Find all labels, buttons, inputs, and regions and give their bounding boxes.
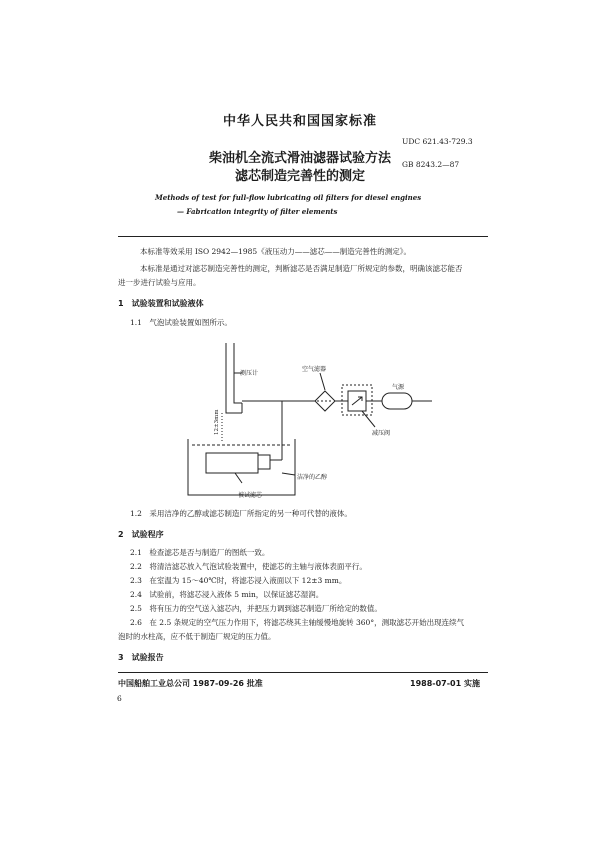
air-filter-label: 空气滤器 [302,366,327,373]
clean-ethanol-label: 洁净的乙醇 [297,474,328,481]
header-rule [118,236,488,237]
item-1-2: 1.2 采用洁净的乙醇或滤芯制造厂所指定的另一种可代替的液体。 [130,509,352,518]
udc-code: UDC 621.43-729.3 [402,137,473,146]
gb-number: GB 8243.2—87 [402,160,460,169]
item-2-3: 2.3 在室温为 15～40℃时，将滤芯浸入液面以下 12±3 mm。 [130,576,347,585]
air-source-label: 气源 [392,384,405,391]
org-title: 中华人民共和国国家标准 [222,114,377,129]
item-2-5: 2.5 将有压力的空气送入滤芯内，并把压力调到滤芯制造厂所给定的数值。 [130,604,382,613]
item-2-6-line1: 2.6 在 2.5 条规定的空气压力作用下，将滤芯绕其主轴缓慢地旋转 360°，测取滤芯开始出现连续气 [130,618,465,627]
bubble-test-apparatus-diagram [170,335,440,510]
english-title-line2: — Fabrication integrity of filter elements [177,207,338,216]
manometer-label: 测压计 [240,370,259,377]
section-2-heading: 2 试验程序 [118,530,164,539]
item-2-2: 2.2 将清洁滤芯放入气泡试验装置中，使滤芯的主轴与液体表面平行。 [130,562,367,571]
page-number: 6 [117,694,122,703]
item-2-6-line2: 泡时的水柱高，应不低于制造厂规定的压力值。 [118,632,276,641]
item-1-1: 1.1 气泡试验装置如图所示。 [130,318,232,327]
english-title-line1: Methods of test for full-flow lubricating oil filters for diesel engines [155,193,422,202]
section-3-heading: 3 试验报告 [118,653,164,662]
intro-paragraph-1: 本标准等效采用 ISO 2942—1985《液压动力——滤芯——制造完善性的测定》。 [140,247,411,256]
section-1-heading: 1 试验装置和试验液体 [118,299,204,308]
doc-title-line1: 柴油机全流式滑油滤器试验方法 [208,151,391,166]
item-2-1: 2.1 检查滤芯是否与制造厂的图纸一致。 [130,548,270,557]
reducer-label: 减压阀 [372,430,391,437]
implementation-date: 1988-07-01 实施 [410,679,480,688]
doc-title-line2: 滤芯制造完善性的测定 [234,169,365,184]
element-label: 被试滤芯 [238,492,263,499]
depth-label: 12±3mm [214,409,220,435]
intro-paragraph-2-line2: 进一步进行试验与应用。 [118,278,201,287]
approval-note: 中国船舶工业总公司 1987-09-26 批准 [118,679,263,688]
footer-rule [118,672,488,673]
intro-paragraph-2-line1: 本标准是通过对滤芯制造完善性的测定，判断滤芯是否满足制造厂所规定的参数，明确该滤芯能否 [140,264,463,273]
item-2-4: 2.4 试验前，将滤芯浸入液体 5 min，以保证滤芯湿润。 [130,590,324,599]
